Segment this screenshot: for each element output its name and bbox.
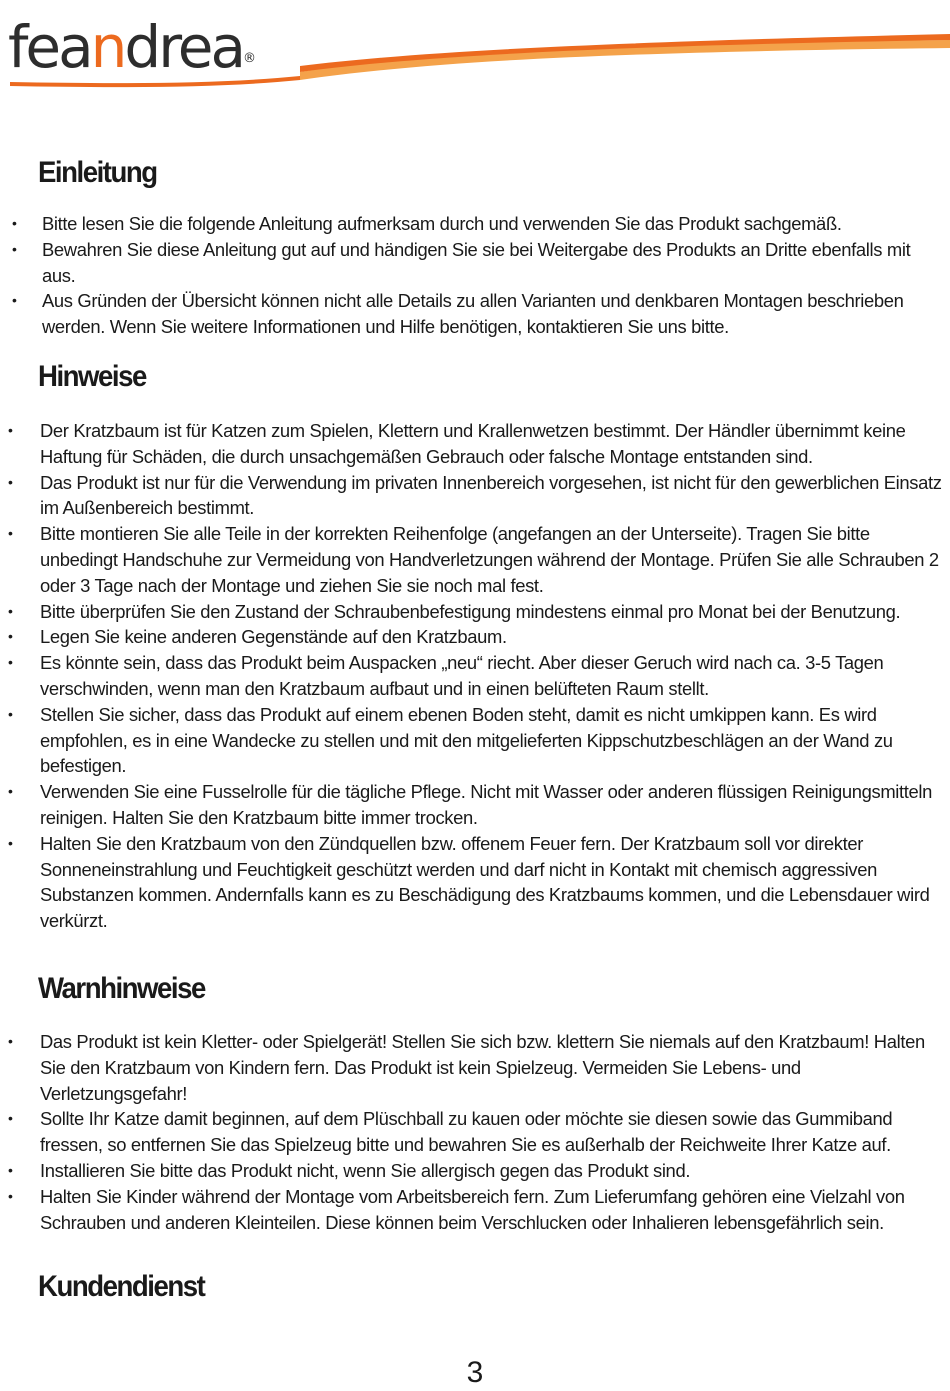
list-item bbox=[8, 288, 938, 340]
list-item-text: Der Kratzbaum ist für Katzen zum Spielen, Klettern und Krallenwetzen bestimmt. Der Händler übernimmt keine Haftung für Schäden, die durch unsachgemäßen Gebrauch oder falsche Montage entstanden sind. bbox=[40, 420, 906, 467]
bullet-icon: • bbox=[12, 215, 17, 231]
list-item-text: Halten Sie den Kratzbaum von den Zündquellen bzw. offenem Feuer fern. Der Kratzbaum soll vor direkter Sonneneinstrahlung und Feuchtigkeit geschützt werden und darf nicht in Kontakt mit chemisch aggressiven Substanzen kommen. Andernfalls kann es zu Beschädigung des Kratzbaums kommen, und die Lebensdauer wird verkürzt. bbox=[40, 832, 930, 932]
list-item bbox=[8, 1184, 942, 1236]
bullet-icon: • bbox=[8, 473, 13, 490]
list-item bbox=[8, 831, 942, 934]
bullet-icon: • bbox=[12, 240, 17, 257]
list-item-text: Bitte montieren Sie alle Teile in der korrekten Reihenfolge (angefangen an der Unterseite). Tragen Sie bitte unbedingt Handschuhe zur Vermeidung von Handverletzungen während der Montage. Prüfen Sie alle Schrauben 2 oder 3 Tage nach der Montage und ziehen Sie sie noch mal fest. bbox=[40, 523, 939, 596]
section-heading-einleitung: Einleitung bbox=[38, 156, 157, 189]
bullet-icon: • bbox=[8, 628, 13, 645]
section-heading-hinweise: Hinweise bbox=[38, 360, 146, 393]
list-item bbox=[8, 211, 938, 237]
registered-mark: ® bbox=[243, 51, 257, 66]
bullet-icon: • bbox=[8, 834, 13, 851]
list-item bbox=[8, 418, 942, 470]
bullet-icon: • bbox=[8, 705, 13, 722]
bullet-icon: • bbox=[12, 292, 17, 309]
list-item bbox=[8, 779, 942, 831]
list-item-text: Sollte Ihr Katze damit beginnen, auf dem Plüschball zu kauen oder möchte sie diesen sowie das Gummiband fressen, so entfernen Sie das Spielzeug bitte und bewahren Sie es außerhalb der Reichweite Ihrer Katze auf. bbox=[40, 1108, 893, 1156]
page-number: 3 bbox=[466, 1356, 484, 1389]
list-item bbox=[8, 702, 942, 779]
list-item bbox=[8, 624, 942, 650]
brand-logo-accent: n bbox=[90, 13, 125, 81]
list-item-text: Aus Gründen der Übersicht können nicht alle Details zu allen Varianten und denkbaren Montagen beschrieben werden. Wenn Sie weitere Informationen und Hilfe benötigen, kontaktieren Sie uns bitte. bbox=[42, 290, 904, 338]
list-item bbox=[8, 237, 938, 289]
brand-logo-part1: fea bbox=[8, 13, 91, 81]
list-item bbox=[8, 470, 942, 522]
bullet-icon: • bbox=[8, 1161, 13, 1178]
bullet-icon: • bbox=[8, 525, 13, 542]
section-list-einleitung bbox=[8, 211, 938, 340]
bullet-icon: • bbox=[8, 1187, 13, 1204]
brand-logo-part3: drea bbox=[124, 13, 244, 81]
list-item-text: Das Produkt ist nur für die Verwendung im privaten Innenbereich vorgesehen, ist nicht für den gewerblichen Einsatz im Außenbereich bestimmt. bbox=[40, 471, 942, 519]
bullet-icon: • bbox=[8, 1033, 13, 1049]
list-item bbox=[8, 1029, 942, 1106]
list-item-text: Das Produkt ist kein Kletter- oder Spielgerät! Stellen Sie sich bzw. klettern Sie niemals auf den Kratzbaum! Halten Sie den Kratzbaum von Kindern fern. Das Produkt ist kein Spielzeug. Vermeiden Sie Lebens- und Verletzungsgefahr! bbox=[40, 1031, 925, 1104]
bullet-icon: • bbox=[8, 783, 13, 800]
page-header bbox=[0, 0, 950, 100]
section-list-warnhinweise bbox=[8, 1029, 942, 1235]
list-item-text: Stellen Sie sicher, dass das Produkt auf einem ebenen Boden steht, damit es nicht umkippen kann. Es wird empfohlen, es in eine Wandecke zu stellen und mit den mitgelieferten Kippschutzbeschlägen an der Wand zu befestigen. bbox=[40, 703, 893, 777]
list-item bbox=[8, 1106, 942, 1158]
section-list-hinweise bbox=[8, 418, 942, 934]
bullet-icon: • bbox=[8, 1110, 13, 1127]
list-item-text: Halten Sie Kinder während der Montage vom Arbeitsbereich fern. Zum Lieferumfang gehören eine Vielzahl von Schrauben und anderen Kleinteilen. Diese können beim Verschlucken oder Inhalieren lebensgefährlich sein. bbox=[40, 1185, 905, 1233]
list-item-text: Es könnte sein, dass das Produkt beim Auspacken „neu“ riecht. Aber dieser Geruch wird nach ca. 3-5 Tagen verschwinden, wenn man den Kratzbaum aufbaut und in einen belüfteten Raum stellt. bbox=[40, 652, 884, 699]
list-item-text: Bitte lesen Sie die folgende Anleitung aufmerksam durch und verwenden Sie das Produkt sachgemäß. bbox=[42, 213, 842, 234]
bullet-icon: • bbox=[8, 654, 13, 671]
section-heading-kundendienst: Kundendienst bbox=[38, 1270, 205, 1303]
list-item bbox=[8, 650, 942, 702]
list-item-text: Bewahren Sie diese Anleitung gut auf und händigen Sie sie bei Weitergabe des Produkts an Dritte ebenfalls mit aus. bbox=[42, 238, 911, 286]
list-item bbox=[8, 1158, 942, 1184]
list-item-text: Legen Sie keine anderen Gegenstände auf den Kratzbaum. bbox=[40, 626, 507, 648]
list-item bbox=[8, 599, 942, 625]
brand-logo bbox=[8, 14, 256, 80]
bullet-icon: • bbox=[8, 602, 13, 619]
bullet-icon: • bbox=[8, 422, 13, 438]
list-item-text: Verwenden Sie eine Fusselrolle für die tägliche Pflege. Nicht mit Wasser oder anderen flüssigen Reinigungsmitteln reinigen. Halten Sie den Kratzbaum bitte immer trocken. bbox=[40, 781, 933, 828]
section-heading-warnhinweise: Warnhinweise bbox=[38, 972, 205, 1005]
list-item-text: Bitte überprüfen Sie den Zustand der Schraubenbefestigung mindestens einmal pro Monat bei der Benutzung. bbox=[40, 600, 901, 622]
list-item-text: Installieren Sie bitte das Produkt nicht, wenn Sie allergisch gegen das Produkt sind. bbox=[40, 1159, 691, 1181]
list-item bbox=[8, 521, 942, 598]
